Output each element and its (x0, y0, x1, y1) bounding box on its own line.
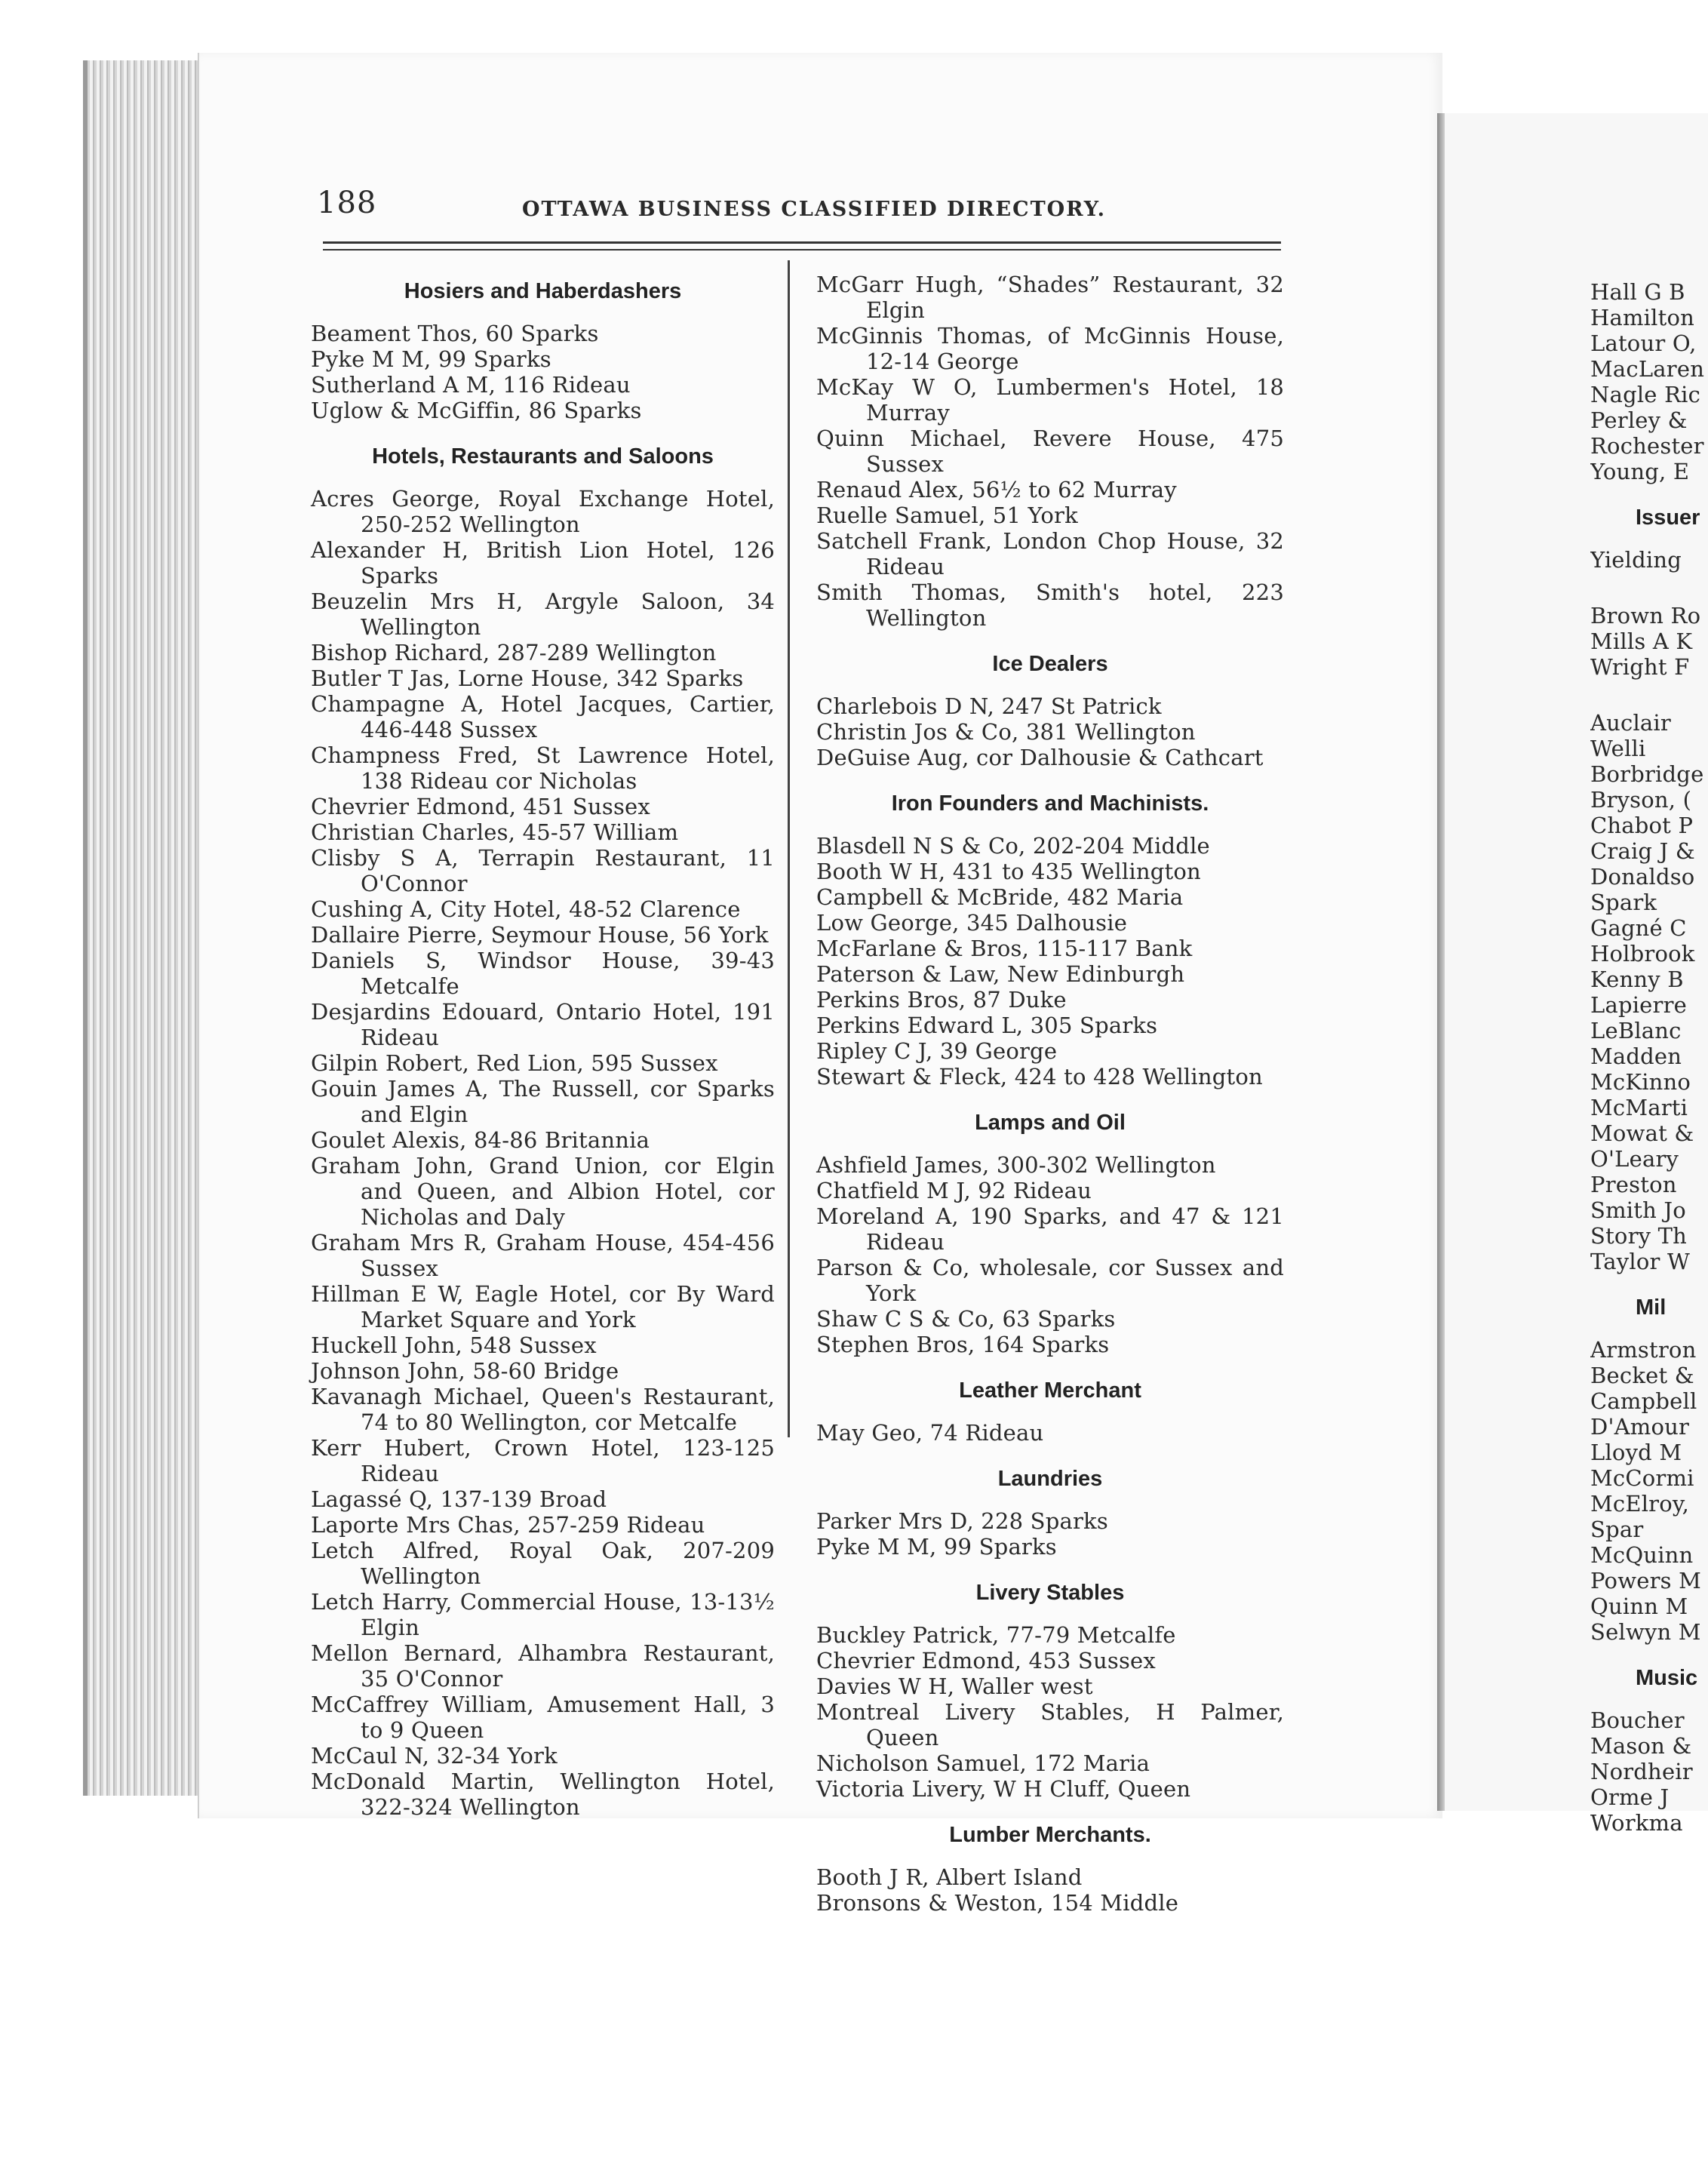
directory-section (1590, 1295, 1708, 1658)
section-heading: Lamps and Oil (975, 1111, 1126, 1135)
directory-entry: Beament Thos, 60 Sparks (311, 321, 599, 346)
directory-entry: Campbell & McBride, 482 Maria (816, 884, 1184, 910)
directory-entry: Selwyn M (1590, 1619, 1701, 1645)
directory-section (311, 444, 775, 1833)
directory-entry: Young, E (1590, 459, 1690, 484)
directory-entry: Perkins Edward L, 305 Sparks (816, 1013, 1158, 1038)
section-gap (1590, 693, 1708, 710)
directory-entry: Alexander H, British Lion Hotel, 126 Sparks (311, 537, 775, 589)
book-spine (1437, 113, 1445, 1811)
directory-entry: Story Th (1590, 1223, 1688, 1249)
directory-entry: Bishop Richard, 287-289 Wellington (311, 640, 717, 665)
directory-entry: Campbell (1590, 1388, 1697, 1414)
directory-entry: McDonald Martin, Wellington Hotel, 322-324 Wellington (311, 1769, 775, 1820)
directory-entry: Rochester (1590, 433, 1704, 459)
directory-entry: Christin Jos & Co, 381 Wellington (816, 719, 1196, 745)
section-heading: Iron Founders and Machinists. (891, 791, 1209, 816)
directory-section (816, 1111, 1284, 1371)
facing-page-column (1590, 279, 1708, 1849)
directory-entry: Pyke M M, 99 Sparks (816, 1534, 1057, 1560)
directory-entry: Workma (1590, 1810, 1683, 1836)
directory-entry: McCaffrey William, Amusement Hall, 3 to 9 Queen (311, 1692, 775, 1743)
page-number: 188 (317, 186, 377, 220)
directory-entry: Bryson, ( (1590, 787, 1692, 813)
directory-entry: Champness Fred, St Lawrence Hotel, 138 Rideau cor Nicholas (311, 742, 775, 794)
directory-entry: McMarti (1590, 1095, 1688, 1120)
middle-column (816, 272, 1284, 1929)
book-page-edges (83, 60, 211, 1796)
directory-entry: Lloyd M (1590, 1440, 1682, 1465)
section-heading: Hosiers and Haberdashers (404, 279, 682, 303)
page-header (317, 181, 1275, 234)
directory-entry: Hillman E W, Eagle Hotel, cor By Ward Market Square and York (311, 1281, 775, 1332)
directory-entry: Beuzelin Mrs H, Argyle Saloon, 34 Wellington (311, 589, 775, 640)
directory-entry: Victoria Livery, W H Cluff, Queen (816, 1776, 1191, 1802)
directory-entry: Perkins Bros, 87 Duke (816, 987, 1067, 1013)
directory-entry: Desjardins Edouard, Ontario Hotel, 191 Rideau (311, 999, 775, 1050)
directory-entry: Quinn Michael, Revere House, 475 Sussex (816, 426, 1284, 477)
directory-section (1590, 1666, 1708, 1849)
directory-entry: Pyke M M, 99 Sparks (311, 346, 551, 372)
directory-entry: May Geo, 74 Rideau (816, 1420, 1044, 1446)
directory-entry: Ashfield James, 300-302 Wellington (816, 1152, 1216, 1178)
directory-entry: Spar (1590, 1517, 1644, 1542)
directory-entry: Goulet Alexis, 84-86 Britannia (311, 1127, 650, 1153)
directory-entry: Gouin James A, The Russell, cor Sparks and Elgin (311, 1076, 775, 1127)
header-rule (323, 241, 1281, 244)
directory-entry: Parson & Co, wholesale, cor Sussex and York (816, 1255, 1284, 1306)
directory-entry: Wright F (1590, 654, 1690, 680)
directory-entry: Chevrier Edmond, 453 Sussex (816, 1648, 1156, 1673)
section-heading: Mil (1636, 1295, 1667, 1320)
directory-entry: McFarlane & Bros, 115-117 Bank (816, 936, 1193, 961)
directory-entry: Kavanagh Michael, Queen's Restaurant, 74 to 80 Wellington, cor Metcalfe (311, 1384, 775, 1435)
directory-entry: Moreland A, 190 Sparks, and 47 & 121 Rideau (816, 1203, 1284, 1255)
directory-entry: Renaud Alex, 56½ to 62 Murray (816, 477, 1177, 502)
directory-entry: Booth J R, Albert Island (816, 1864, 1083, 1890)
directory-entry: Buckley Patrick, 77-79 Metcalfe (816, 1622, 1176, 1648)
directory-section (1590, 586, 1708, 693)
directory-entry: Kenny B (1590, 967, 1684, 992)
directory-entry: Mills A K (1590, 628, 1693, 654)
directory-section (816, 272, 1284, 644)
directory-entry: Graham John, Grand Union, cor Elgin and Queen, and Albion Hotel, cor Nicholas and Daly (311, 1153, 775, 1230)
directory-entry: Latour O, (1590, 330, 1697, 356)
directory-entry: Welli (1590, 736, 1646, 761)
directory-entry: Stewart & Fleck, 424 to 428 Wellington (816, 1064, 1263, 1090)
directory-entry: Nordheir (1590, 1759, 1693, 1784)
section-heading: Ice Dealers (992, 652, 1108, 676)
directory-entry: Shaw C S & Co, 63 Sparks (816, 1306, 1116, 1332)
section-heading: Livery Stables (975, 1581, 1125, 1605)
directory-entry: Christian Charles, 45-57 William (311, 819, 679, 845)
directory-entry: McQuinn (1590, 1542, 1694, 1568)
directory-entry: McGarr Hugh, “Shades” Restaurant, 32 Elgin (816, 272, 1284, 323)
directory-entry: Bronsons & Weston, 154 Middle (816, 1890, 1179, 1916)
left-column (311, 272, 775, 1833)
directory-entry: Ripley C J, 39 George (816, 1038, 1058, 1064)
directory-entry: Kerr Hubert, Crown Hotel, 123-125 Rideau (311, 1435, 775, 1486)
directory-entry: Madden (1590, 1043, 1682, 1069)
section-heading: Lumber Merchants. (949, 1823, 1151, 1847)
directory-entry: Craig J & (1590, 838, 1695, 864)
directory-entry: Boucher (1590, 1707, 1685, 1733)
section-heading: Laundries (997, 1467, 1103, 1491)
directory-entry: Lagassé Q, 137-139 Broad (311, 1486, 607, 1512)
directory-section (816, 791, 1284, 1103)
directory-section (816, 1467, 1284, 1573)
directory-entry: D'Amour (1590, 1414, 1690, 1440)
directory-entry: Nagle Ric (1590, 382, 1701, 407)
directory-entry: Cushing A, City Hotel, 48-52 Clarence (311, 896, 741, 922)
directory-entry: Ruelle Samuel, 51 York (816, 502, 1078, 528)
directory-entry: Champagne A, Hotel Jacques, Cartier, 446-448 Sussex (311, 691, 775, 742)
directory-entry: Mason & (1590, 1733, 1692, 1759)
directory-section (311, 279, 775, 437)
directory-entry: McCaul N, 32-34 York (311, 1743, 558, 1769)
directory-entry: Clisby S A, Terrapin Restaurant, 11 O'Connor (311, 845, 775, 896)
column-divider (788, 260, 790, 1437)
directory-entry: Chatfield M J, 92 Rideau (816, 1178, 1092, 1203)
directory-entry: LeBlanc (1590, 1018, 1682, 1043)
directory-entry: McGinnis Thomas, of McGinnis House, 12-14 George (816, 323, 1284, 374)
directory-entry: Holbrook (1590, 941, 1695, 967)
directory-section (816, 652, 1284, 784)
directory-entry: McKinno (1590, 1069, 1691, 1095)
directory-entry: Powers M (1590, 1568, 1702, 1594)
directory-entry: O'Leary (1590, 1146, 1679, 1172)
directory-section (1590, 693, 1708, 1288)
directory-entry: Huckell John, 548 Sussex (311, 1332, 597, 1358)
directory-section (816, 1581, 1284, 1815)
directory-entry: Auclair (1590, 710, 1671, 736)
directory-entry: DeGuise Aug, cor Dalhousie & Cathcart (816, 745, 1264, 770)
directory-entry: Charlebois D N, 247 St Patrick (816, 693, 1162, 719)
directory-entry: Daniels S, Windsor House, 39-43 Metcalfe (311, 948, 775, 999)
directory-entry: Spark (1590, 890, 1657, 915)
directory-entry: Booth W H, 431 to 435 Wellington (816, 859, 1201, 884)
directory-entry: McKay W O, Lumbermen's Hotel, 18 Murray (816, 374, 1284, 426)
directory-entry: Gagné C (1590, 915, 1687, 941)
directory-entry: McCormi (1590, 1465, 1694, 1491)
directory-entry: Hall G B (1590, 279, 1685, 305)
directory-entry: Parker Mrs D, 228 Sparks (816, 1508, 1108, 1534)
directory-entry: Satchell Frank, London Chop House, 32 Rideau (816, 528, 1284, 579)
section-heading: Leather Merchant (959, 1378, 1141, 1403)
directory-entry: Taylor W (1590, 1249, 1690, 1274)
directory-entry: Yielding (1590, 547, 1682, 573)
directory-entry: Dallaire Pierre, Seymour House, 56 York (311, 922, 769, 948)
directory-entry: Graham Mrs R, Graham House, 454-456 Sussex (311, 1230, 775, 1281)
directory-entry: Montreal Livery Stables, H Palmer, Queen (816, 1699, 1284, 1750)
directory-entry: Letch Harry, Commercial House, 13-13½ Elgin (311, 1589, 775, 1640)
header-rule-thin (323, 249, 1281, 250)
directory-entry: Nicholson Samuel, 172 Maria (816, 1750, 1150, 1776)
directory-entry: Borbridge (1590, 761, 1704, 787)
directory-entry: Uglow & McGiffin, 86 Sparks (311, 398, 642, 423)
directory-entry: Mellon Bernard, Alhambra Restaurant, 35 O'Connor (311, 1640, 775, 1692)
directory-entry: MacLaren (1590, 356, 1705, 382)
directory-entry: Laporte Mrs Chas, 257-259 Rideau (311, 1512, 705, 1538)
directory-entry: Preston (1590, 1172, 1677, 1197)
directory-section (1590, 279, 1708, 498)
directory-entry: Smith Jo (1590, 1197, 1686, 1223)
directory-entry: Letch Alfred, Royal Oak, 207-209 Wellington (311, 1538, 775, 1589)
section-heading: Hotels, Restaurants and Saloons (372, 444, 714, 469)
directory-entry: Chevrier Edmond, 451 Sussex (311, 794, 650, 819)
directory-entry: Chabot P (1590, 813, 1694, 838)
directory-entry: Butler T Jas, Lorne House, 342 Sparks (311, 665, 744, 691)
directory-entry: Johnson John, 58-60 Bridge (311, 1358, 619, 1384)
section-heading: Music (1636, 1666, 1698, 1690)
running-title: OTTAWA BUSINESS CLASSIFIED DIRECTORY. (522, 198, 1106, 221)
directory-entry: Blasdell N S & Co, 202-204 Middle (816, 833, 1210, 859)
directory-entry: Hamilton (1590, 305, 1695, 330)
directory-section (1590, 506, 1708, 586)
directory-section (816, 1823, 1284, 1929)
directory-entry: Mowat & (1590, 1120, 1694, 1146)
directory-entry: Becket & (1590, 1363, 1694, 1388)
directory-entry: Sutherland A M, 116 Rideau (311, 372, 631, 398)
section-heading: Issuer (1636, 506, 1700, 530)
directory-section (816, 1378, 1284, 1459)
directory-entry: Armstron (1590, 1337, 1697, 1363)
directory-entry: Lapierre (1590, 992, 1688, 1018)
directory-entry: Low George, 345 Dalhousie (816, 910, 1128, 936)
directory-entry: Donaldso (1590, 864, 1695, 890)
directory-entry: Davies W H, Waller west (816, 1673, 1093, 1699)
directory-entry: McElroy, (1590, 1491, 1690, 1517)
directory-entry: Paterson & Law, New Edinburgh (816, 961, 1185, 987)
directory-entry: Smith Thomas, Smith's hotel, 223 Wellington (816, 579, 1284, 631)
section-gap (1590, 586, 1708, 603)
directory-entry: Perley & (1590, 407, 1688, 433)
directory-entry: Gilpin Robert, Red Lion, 595 Sussex (311, 1050, 718, 1076)
directory-entry: Acres George, Royal Exchange Hotel, 250-252 Wellington (311, 486, 775, 537)
directory-entry: Stephen Bros, 164 Sparks (816, 1332, 1110, 1357)
directory-entry: Orme J (1590, 1784, 1670, 1810)
directory-entry: Quinn M (1590, 1594, 1688, 1619)
directory-entry: Brown Ro (1590, 603, 1701, 628)
